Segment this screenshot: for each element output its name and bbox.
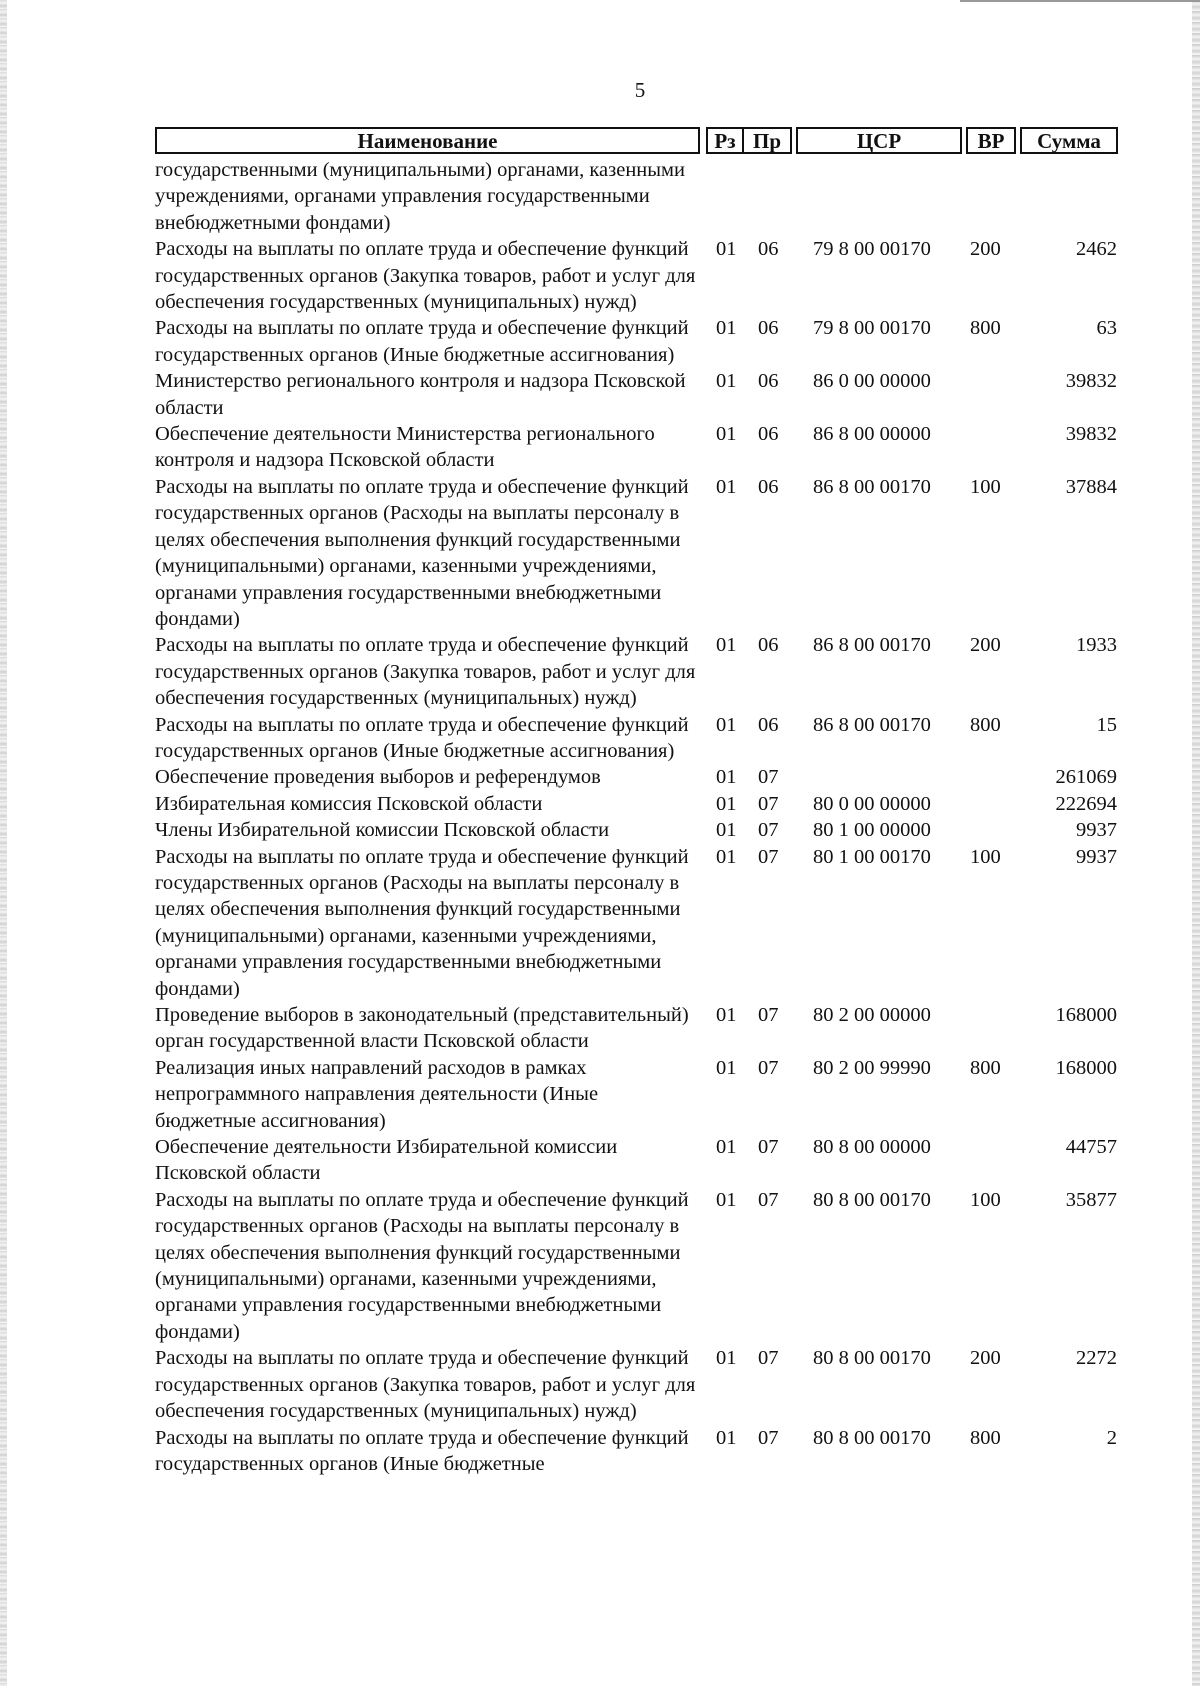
row-csr: 79 8 00 00170 <box>813 317 931 340</box>
header-sum: Сумма <box>1020 127 1118 154</box>
table-row <box>0 1425 1200 1478</box>
row-rz: 01 <box>716 713 737 736</box>
row-pr: 06 <box>758 475 779 498</box>
row-sum: 2272 <box>1076 1347 1117 1370</box>
header-name: Наименование <box>155 127 700 154</box>
table-row <box>0 474 1200 632</box>
row-rz: 01 <box>716 845 737 868</box>
row-rz: 01 <box>716 1188 737 1211</box>
row-sum: 15 <box>1096 713 1117 736</box>
row-sum: 2462 <box>1076 238 1117 261</box>
row-sum: 39832 <box>1065 370 1117 393</box>
table-row <box>0 632 1200 711</box>
row-csr: 79 8 00 00170 <box>813 238 931 261</box>
header-vr: ВР <box>966 127 1016 154</box>
row-csr: 80 1 00 00000 <box>813 819 931 842</box>
table-row <box>0 157 1200 236</box>
row-csr: 80 8 00 00170 <box>813 1188 931 1211</box>
table-body <box>0 157 1200 1477</box>
row-rz: 01 <box>716 1136 737 1159</box>
row-pr: 06 <box>758 370 779 393</box>
row-csr: 80 2 00 99990 <box>813 1056 931 1079</box>
table-row <box>0 1055 1200 1134</box>
row-name: Обеспечение деятельности Избирательной комиссии Псковской области <box>155 1136 618 1185</box>
row-name: государственными (муниципальными) органами, казенными учреждениями, органами управления государственными внебюджетными фондами) <box>155 159 685 234</box>
row-pr: 07 <box>758 1136 779 1159</box>
row-pr: 07 <box>758 845 779 868</box>
row-rz: 01 <box>716 819 737 842</box>
row-rz: 01 <box>716 766 737 789</box>
row-name: Расходы на выплаты по оплате труда и обеспечение функций государственных органов (Закупка товаров, работ и услуг для обеспечения государственных (муниципальных) нужд) <box>155 1347 696 1423</box>
row-name: Расходы на выплаты по оплате труда и обеспечение функций государственных органов (Закупка товаров, работ и услуг для обеспечения государственных (муниципальных) нужд) <box>155 634 696 710</box>
row-pr: 07 <box>758 1347 779 1370</box>
row-rz: 01 <box>716 1004 737 1026</box>
row-rz: 01 <box>716 1426 737 1449</box>
row-sum: 35877 <box>1065 1188 1117 1211</box>
row-sum: 37884 <box>1065 475 1117 498</box>
row-sum: 222694 <box>1055 792 1117 815</box>
row-pr: 07 <box>758 766 779 789</box>
table-row <box>0 1187 1200 1345</box>
table-row <box>0 1134 1200 1187</box>
row-name: Расходы на выплаты по оплате труда и обеспечение функций государственных органов (Закупка товаров, работ и услуг для обеспечения государственных (муниципальных) нужд) <box>155 238 696 314</box>
table-row <box>0 236 1200 315</box>
row-pr: 06 <box>758 317 779 340</box>
row-csr: 80 0 00 00000 <box>813 792 931 815</box>
row-sum: 261069 <box>1055 766 1117 789</box>
row-name: Обеспечение проведения выборов и референдумов <box>155 766 601 789</box>
row-rz: 01 <box>716 475 737 498</box>
row-name: Реализация иных направлений расходов в рамках непрограммного направления деятельности (Иные бюджетные ассигнования) <box>155 1056 599 1132</box>
row-rz: 01 <box>716 1347 737 1370</box>
row-vr: 200 <box>970 634 1001 657</box>
table-row <box>0 315 1200 368</box>
row-name: Расходы на выплаты по оплате труда и обеспечение функций государственных органов (Иные бюджетные <box>155 1426 689 1475</box>
row-csr: 86 8 00 00170 <box>813 475 931 498</box>
row-csr: 80 2 00 00000 <box>813 1004 931 1026</box>
scan-top-line <box>960 0 1200 2</box>
row-rz: 01 <box>716 238 737 261</box>
row-csr: 86 8 00 00000 <box>813 423 931 446</box>
row-pr: 06 <box>758 238 779 261</box>
row-csr: 80 8 00 00170 <box>813 1347 931 1370</box>
header-csr: ЦСР <box>796 127 962 154</box>
row-vr: 800 <box>970 317 1001 340</box>
row-pr: 07 <box>758 1188 779 1211</box>
table-row <box>0 791 1200 817</box>
table-row <box>0 712 1200 765</box>
row-pr: 06 <box>758 423 779 446</box>
row-pr: 06 <box>758 713 779 736</box>
row-csr: 86 0 00 00000 <box>813 370 931 393</box>
row-name: Обеспечение деятельности Министерства регионального контроля и надзора Псковской области <box>155 423 655 472</box>
row-sum: 9937 <box>1076 845 1117 868</box>
header-pr: Пр <box>744 127 792 154</box>
row-vr: 200 <box>970 1347 1001 1370</box>
row-sum: 39832 <box>1065 423 1117 446</box>
row-vr: 800 <box>970 1426 1001 1449</box>
row-pr: 07 <box>758 1056 779 1079</box>
row-sum: 168000 <box>1055 1004 1117 1026</box>
row-rz: 01 <box>716 634 737 657</box>
table-row <box>0 421 1200 474</box>
row-rz: 01 <box>716 370 737 393</box>
row-pr: 07 <box>758 819 779 842</box>
row-name: Расходы на выплаты по оплате труда и обеспечение функций государственных органов (Расходы на выплаты персоналу в целях обеспечения выполнения функций государственными (муниципальными) органами, казенными учреждениями, органами управления государственными внебюджетными фондами) <box>155 475 689 630</box>
row-rz: 01 <box>716 423 737 446</box>
row-name: Министерство регионального контроля и надзора Псковской области <box>155 370 686 419</box>
page-number: 5 <box>634 78 646 102</box>
header-rz: Рз <box>706 127 744 154</box>
row-csr: 80 8 00 00000 <box>813 1136 931 1159</box>
row-pr: 07 <box>758 1004 779 1026</box>
row-sum: 168000 <box>1055 1056 1117 1079</box>
row-rz: 01 <box>716 317 737 340</box>
row-name: Избирательная комиссия Псковской области <box>155 792 543 815</box>
table-row <box>0 1002 1200 1055</box>
row-vr: 100 <box>970 1188 1001 1211</box>
table-row <box>0 764 1200 790</box>
row-name: Расходы на выплаты по оплате труда и обеспечение функций государственных органов (Расходы на выплаты персоналу в целях обеспечения выполнения функций государственными (муниципальными) органами, казенными учреждениями, органами управления государственными внебюджетными фондами) <box>155 845 689 1000</box>
row-csr: 80 1 00 00170 <box>813 845 931 868</box>
row-csr: 86 8 00 00170 <box>813 634 931 657</box>
table-row <box>0 1345 1200 1424</box>
row-csr: 86 8 00 00170 <box>813 713 931 736</box>
row-sum: 63 <box>1096 317 1117 340</box>
row-csr: 80 8 00 00170 <box>813 1426 931 1449</box>
row-pr: 07 <box>758 1426 779 1449</box>
row-rz: 01 <box>716 792 737 815</box>
row-pr: 07 <box>758 792 779 815</box>
row-name: Проведение выборов в законодательный (представительный) орган государственной власти Псковской области <box>155 1004 689 1053</box>
row-name: Расходы на выплаты по оплате труда и обеспечение функций государственных органов (Расходы на выплаты персоналу в целях обеспечения выполнения функций государственными (муниципальными) органами, казенными учреждениями, органами управления государственными внебюджетными фондами) <box>155 1188 689 1343</box>
row-sum: 44757 <box>1065 1136 1117 1159</box>
row-vr: 800 <box>970 713 1001 736</box>
row-name: Расходы на выплаты по оплате труда и обеспечение функций государственных органов (Иные бюджетные ассигнования) <box>155 713 689 762</box>
row-name: Члены Избирательной комиссии Псковской области <box>155 819 610 842</box>
row-vr: 800 <box>970 1056 1001 1079</box>
row-sum: 9937 <box>1076 819 1117 842</box>
row-vr: 200 <box>970 238 1001 261</box>
row-sum: 2 <box>1106 1426 1117 1449</box>
table-row <box>0 844 1200 1002</box>
row-vr: 100 <box>970 475 1001 498</box>
row-vr: 100 <box>970 845 1001 868</box>
table-row <box>0 817 1200 843</box>
table-row <box>0 368 1200 421</box>
row-sum: 1933 <box>1076 634 1117 657</box>
row-name: Расходы на выплаты по оплате труда и обеспечение функций государственных органов (Иные бюджетные ассигнования) <box>155 317 689 366</box>
row-rz: 01 <box>716 1056 737 1079</box>
row-pr: 06 <box>758 634 779 657</box>
